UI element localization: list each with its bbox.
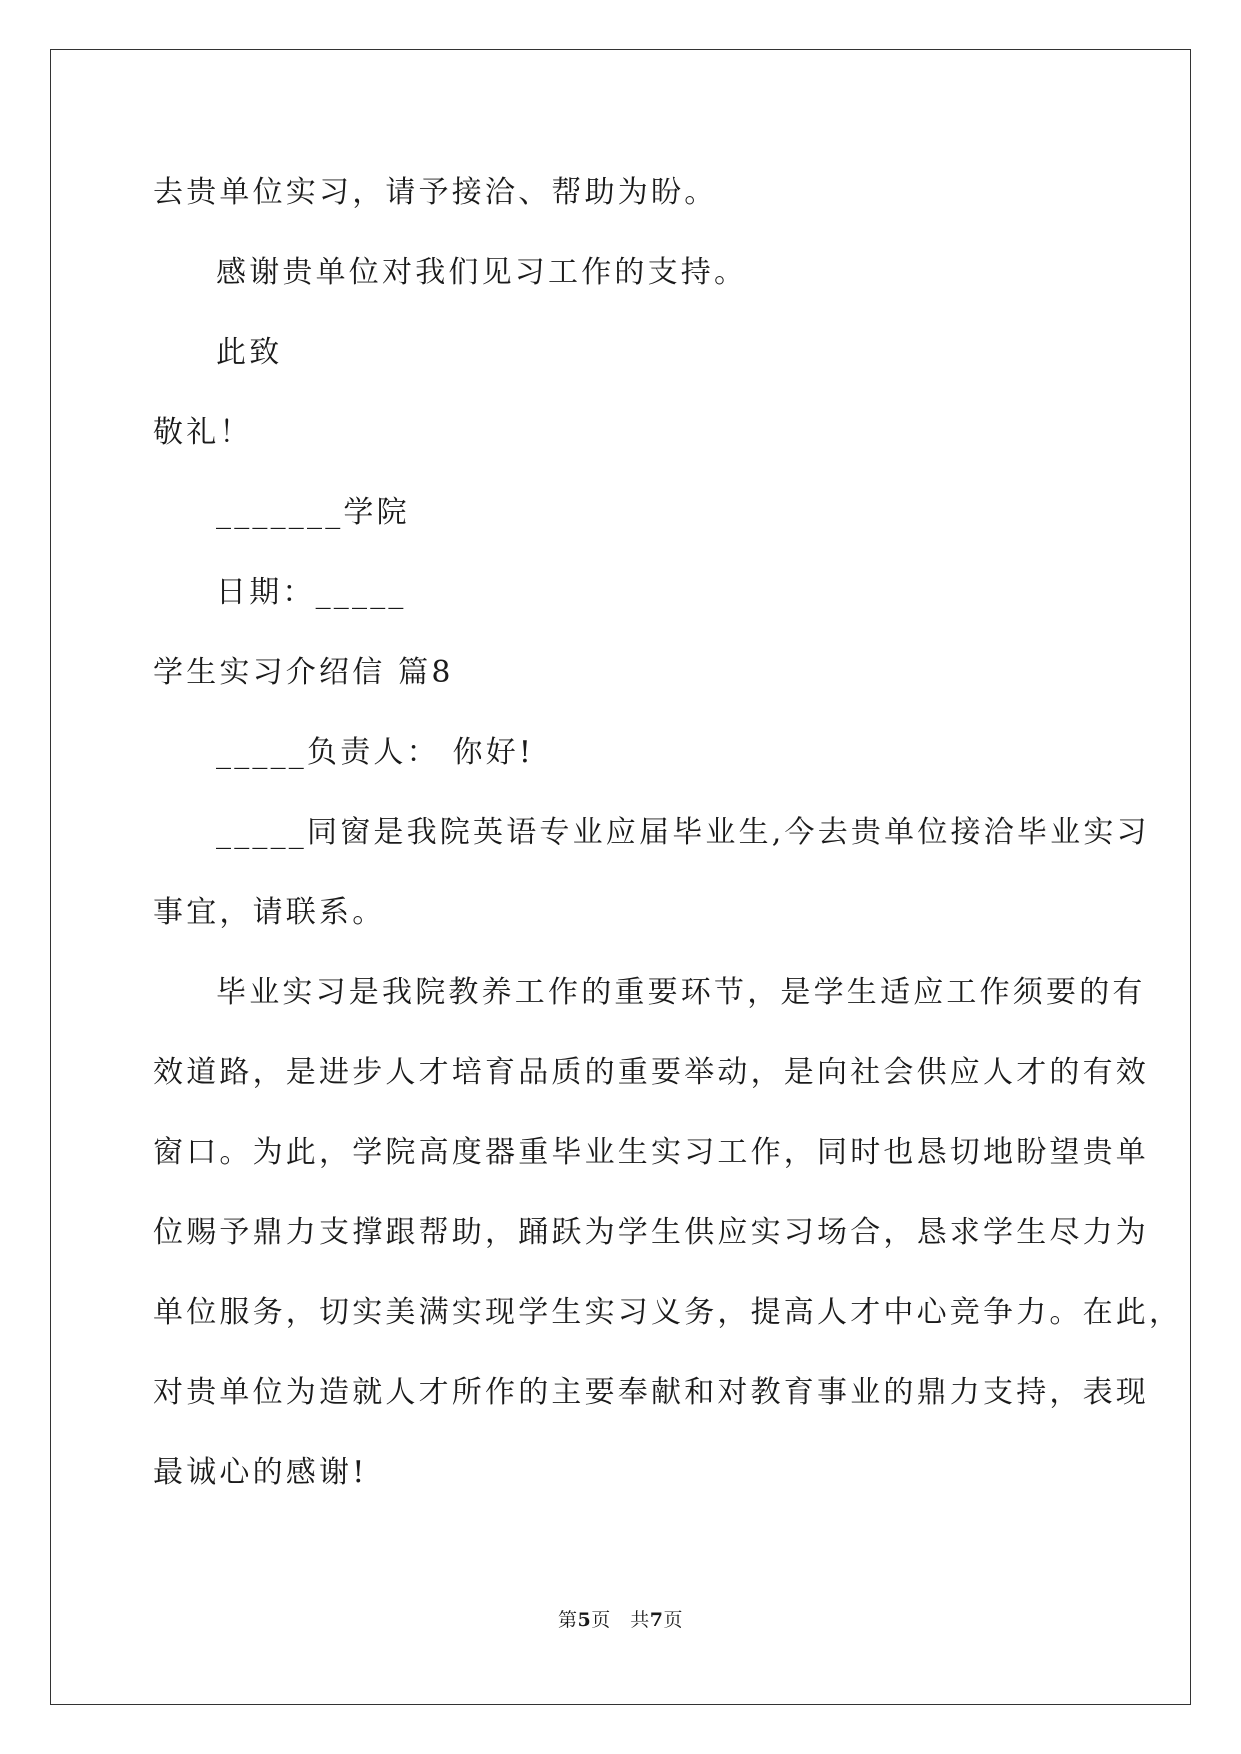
page-number-footer — [0, 1607, 1241, 1633]
signature-date: 日期：_____ — [216, 575, 407, 610]
paragraph-line: 感谢贵单位对我们见习工作的支持。 — [216, 255, 748, 290]
paragraph-line: 事宜，请联系。 — [153, 895, 386, 930]
page-suffix: 页 — [663, 1609, 683, 1631]
paragraph-line: 单位服务，切实美满实现学生实习义务，提高人才中心竞争力。在此， — [153, 1295, 1183, 1330]
paragraph-line: 毕业实习是我院教养工作的重要环节，是学生适应工作须要的有 — [216, 975, 1146, 1010]
paragraph-line: 窗口。为此，学院高度器重毕业生实习工作，同时也恳切地盼望贵单 — [153, 1135, 1149, 1170]
signature-college: _______学院 — [216, 495, 410, 530]
paragraph-line: 效道路，是进步人才培育品质的重要举动，是向社会供应人才的有效 — [153, 1055, 1149, 1090]
paragraph-line: 对贵单位为造就人才所作的主要奉献和对教育事业的鼎力支持，表现 — [153, 1375, 1149, 1410]
page-mid: 页 共 — [591, 1609, 650, 1631]
section-heading: 学生实习介绍信 篇8 — [153, 655, 454, 690]
letter-greeting: _____负责人： 你好! — [216, 735, 535, 770]
paragraph-line: 位赐予鼎力支撑跟帮助，踊跃为学生供应实习场合，恳求学生尽力为 — [153, 1215, 1149, 1250]
total-page-number: 7 — [649, 1609, 664, 1631]
current-page-number: 5 — [577, 1609, 592, 1631]
paragraph-line: 最诚心的感谢! — [153, 1455, 368, 1490]
page-prefix: 第 — [557, 1609, 578, 1631]
paragraph-line: _____同窗是我院英语专业应届毕业生,今去贵单位接洽毕业实习 — [216, 815, 1150, 850]
closing-salutation: 此致 — [216, 335, 283, 370]
closing-regards: 敬礼！ — [153, 415, 253, 450]
paragraph-line: 去贵单位实习，请予接洽、帮助为盼。 — [153, 175, 718, 210]
